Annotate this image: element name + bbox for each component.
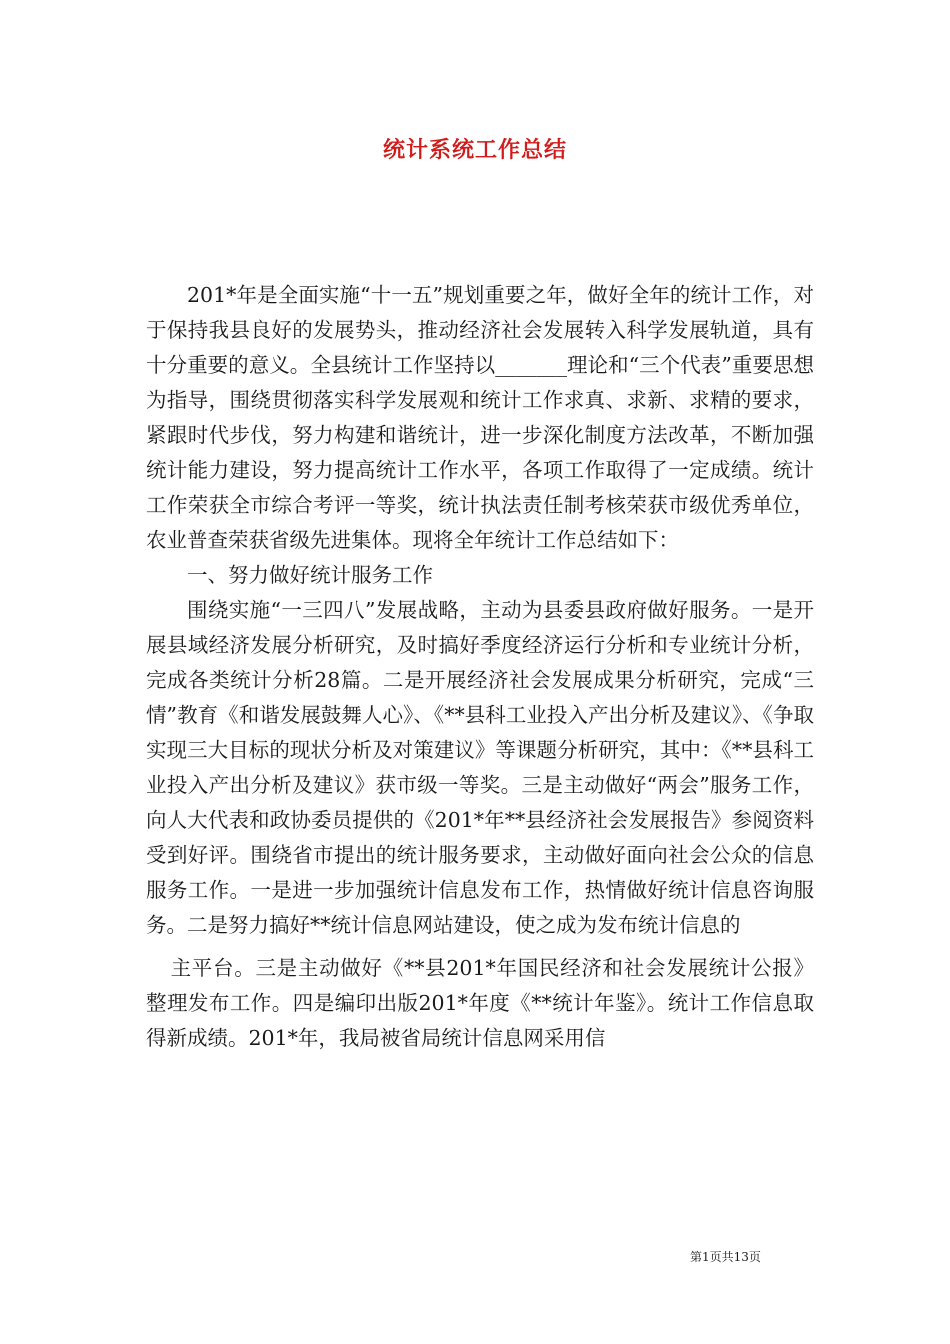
continuation-paragraph: 主平台。三是主动做好《**县201*年国民经济和社会发展统计公报》整理发布工作。四是编印出版201*年度《**统计年鉴》。统计工作信息取得新成绩。201*年，我局被省局统计信息网采用信 [146, 956, 814, 1050]
service-paragraph: 围绕实施“一三四八”发展战略，主动为县委县政府做好服务。一是开展县域经济发展分析研究，及时搞好季度经济运行分析和专业统计分析，完成各类统计分析28篇。二是开展经济社会发展成果分析研究，完成“三情”教育《和谐发展鼓舞人心》、《**县科工业投入产出分析及建议》、《争取实现三大目标的现状分析及对策建议》等课题分析研究，其中：《**县科工业投入产出分析及建议》获市级一等奖。三是主动做好“两会”服务工作，向人大代表和政协委员提供的《201*年**县经济社会发展报告》参阅资料受到好评。围绕省市提出的统计服务要求，主动做好面向社会公众的信息服务工作。一是进一步加强统计信息发布工作，热情做好统计信息咨询服务。二是努力搞好**统计信息网站建设，使之成为发布统计信息的 [146, 598, 814, 937]
document-title: 统计系统工作总结 [382, 137, 567, 163]
page-number: 第1页共13页 [690, 1250, 761, 1264]
document-body [146, 278, 814, 1056]
section-heading: 一、努力做好统计服务工作 [187, 563, 433, 587]
intro-paragraph: 201*年是全面实施“十一五”规划重要之年，做好全年的统计工作，对于保持我县良好的发展势头，推动经济社会发展转入科学发展轨道，具有十分重要的意义。全县统计工作坚持以_______理论和“三个代表”重要思想为指导，围绕贯彻落实科学发展观和统计工作求真、求新、求精的要求，紧跟时代步伐，努力构建和谐统计，进一步深化制度方法改革，不断加强统计能力建设，努力提高统计工作水平，各项工作取得了一定成绩。统计工作荣获全市综合考评一等奖，统计执法责任制考核荣获市级优秀单位，农业普查荣获省级先进集体。现将全年统计工作总结如下： [146, 283, 814, 552]
